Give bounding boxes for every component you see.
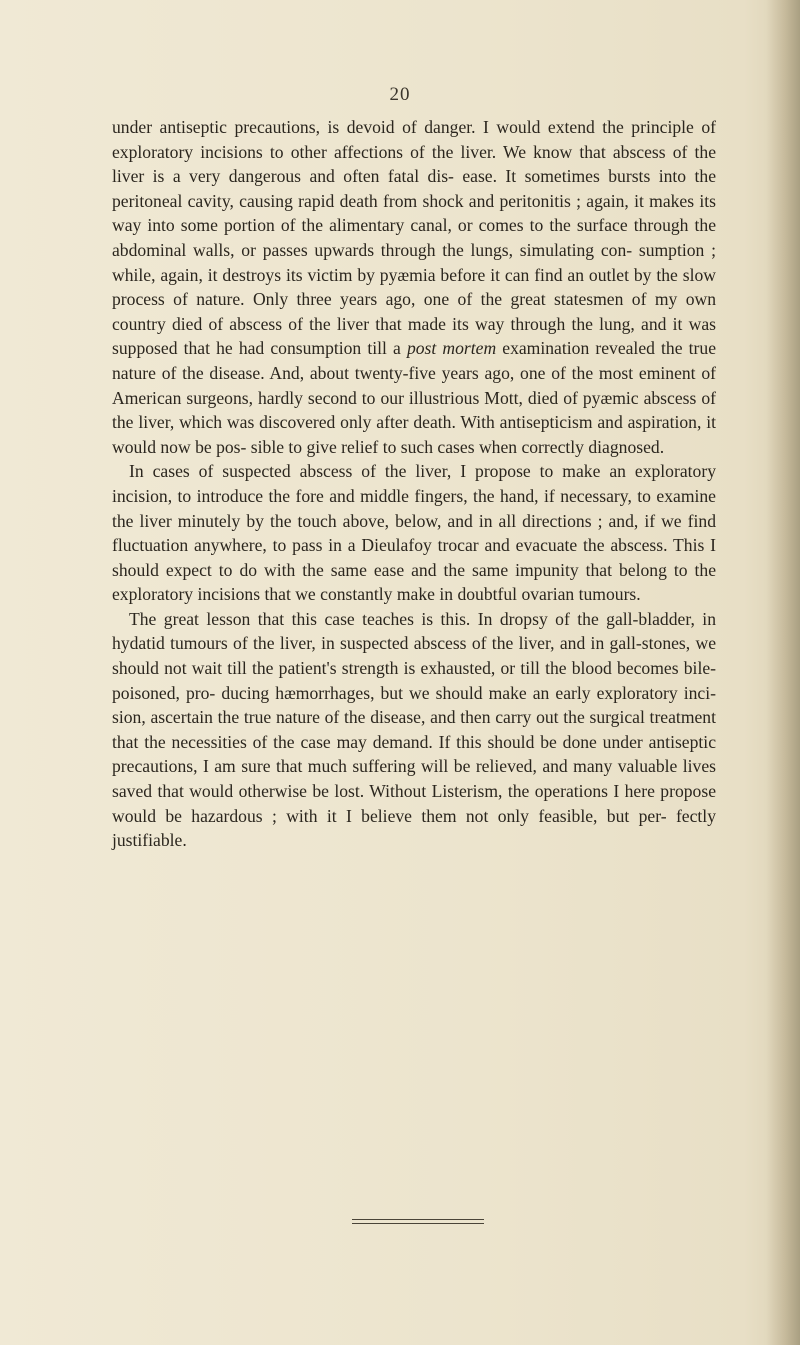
page-edge-shadow [766, 0, 800, 1345]
paragraph-1-text-b: examination revealed the true nature of the disease. And, about twenty-five years ago, one of the most eminent of American surgeons, hardly second to our illustrious Mott, died of pyæmic abscess of the liver, which was discovered only after death. With antisepticism and aspiration, it would now be pos- sible to give relief to such cases when correctly diagnosed. [112, 338, 717, 457]
end-rule-top [352, 1219, 484, 1220]
end-rule-bottom [352, 1223, 484, 1224]
page-number: 20 [389, 84, 411, 105]
italic-phrase: post mortem [406, 338, 497, 359]
paragraph-1 [112, 115, 716, 459]
paragraph-2: In cases of suspected abscess of the liver, I propose to make an exploratory incision, to introduce the fore and middle fingers, the hand, if necessary, to examine the liver minutely by the touch above, below, and in all directions ; and, if we find fluctuation anywhere, to pass in a Dieulafoy trocar and evacuate the abscess. This I should expect to do with the same ease and the same impunity that belong to the exploratory incisions that we constantly make in doubtful ovarian tumours. [112, 461, 716, 605]
paragraph-1-text-a: under antiseptic precautions, is devoid of danger. I would extend the principle of exploratory incisions to other affections of the liver. We know that abscess of the liver is a very dangerous and often fatal dis- ease. It sometimes bursts into the peritoneal cavity, causing rapid death from shock and peritonitis ; again, it makes its way into some portion of the alimentary canal, or comes to the surface through the abdominal walls, or passes upwards through the lungs, simulating con- sumption ; while, again, it destroys its victim by pyæmia before it can find an outlet by the slow process of nature. Only three years ago, one of the great statesmen of my own country died of abscess of the liver that made its way through the lung, and it was supposed that he had consumption till a [112, 117, 716, 359]
paragraph-3: The great lesson that this case teaches is this. In dropsy of the gall-bladder, in hydatid tumours of the liver, in suspected abscess of the liver, and in gall-stones, we should not wait till the patient's strength is exhausted, or till the blood becomes bile-poisoned, pro- ducing hæmorrhages, but we should make an early exploratory inci- sion, ascertain the true nature of the disease, and then carry out the surgical treatment that the necessities of the case may demand. If this should be done under antiseptic precautions, I am sure that much suffering will be relieved, and many valuable lives saved that would otherwise be lost. Without Listerism, the operations I here propose would be hazardous ; with it I believe them not only feasible, but per- fectly justifiable. [112, 608, 716, 851]
body-text [112, 115, 716, 853]
